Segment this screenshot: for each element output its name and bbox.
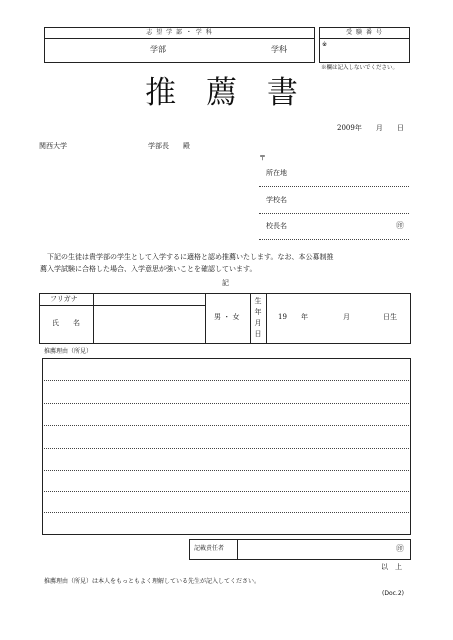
reason-line-4 [44,448,409,449]
ki-label: 記 [222,279,229,287]
school-name-label: 学校名 [266,196,287,204]
exam-number-box-divider [319,38,410,39]
office-use-note: ※欄は記入しないでください。 [321,65,399,71]
dob-label-char-1: 生 [254,297,262,305]
dob-label-divider [266,293,267,344]
footnote: 推薦理由（所見）は本人をもっともよく理解している先生が記入してください。 [44,578,261,585]
body-text-line-1: 下記の生徒は貴学部の学生として入学するに適格と認め推薦いたします。なお、本公募制推 [47,253,334,261]
writer-seal-mark: ㊞ [396,544,404,553]
furigana-row-divider [39,305,205,306]
principal-label: 校長名 [266,222,287,230]
exam-number-mark: ※ [322,41,328,48]
furigana-label: フリガナ [50,295,78,303]
reason-line-5 [44,470,409,471]
exam-number-heading: 受 験 番 号 [346,29,383,36]
address-line [259,186,409,187]
dob-label-char-3: 月 [254,319,262,327]
date-line: 2009年 月 日 [337,124,404,132]
dob-label-char-2: 年 [254,308,262,316]
student-label-divider [93,293,94,344]
body-text-line-2: 薦入学試験に合格した場合、入学意思が強いことを確認しています。 [40,265,257,273]
addressee-university: 関西大学 [39,142,67,150]
reason-label: 推薦理由（所見） [44,348,93,355]
reason-line-6 [44,491,409,492]
document-id: (Doc.2) [382,590,404,597]
reason-line-7 [44,512,409,513]
sex-options: 男 ・ 女 [214,313,240,321]
name-label: 氏 名 [52,319,80,327]
dob-label-char-4: 日 [254,330,262,338]
faculty-heading: 志 望 学 部 ・ 学 科 [146,29,213,36]
faculty-label: 学部 [150,45,166,54]
closing-label: 以 上 [381,563,402,571]
faculty-box-divider [44,38,315,39]
address-label: 所在地 [266,169,287,177]
reason-line-3 [44,425,409,426]
page-title: 推 薦 書 [145,75,308,111]
dob-year: 年 [301,313,308,321]
writer-box-divider [237,539,238,560]
principal-line [259,239,409,240]
reason-line-1 [44,380,409,381]
postal-mark: 〒 [259,154,266,162]
writer-label: 記載責任者 [194,545,225,552]
school-name-line [259,213,409,214]
reason-box [42,358,411,535]
dob-month: 月 [343,313,350,321]
dob-label [250,296,266,340]
addressee-dean: 学部長 殿 [148,142,190,150]
dob-era: 19 [278,313,287,321]
dob-day: 日生 [383,313,397,321]
reason-line-2 [44,403,409,404]
department-label: 学科 [271,45,287,54]
name-sex-divider [205,293,206,344]
principal-seal-mark: ㊞ [396,221,404,230]
